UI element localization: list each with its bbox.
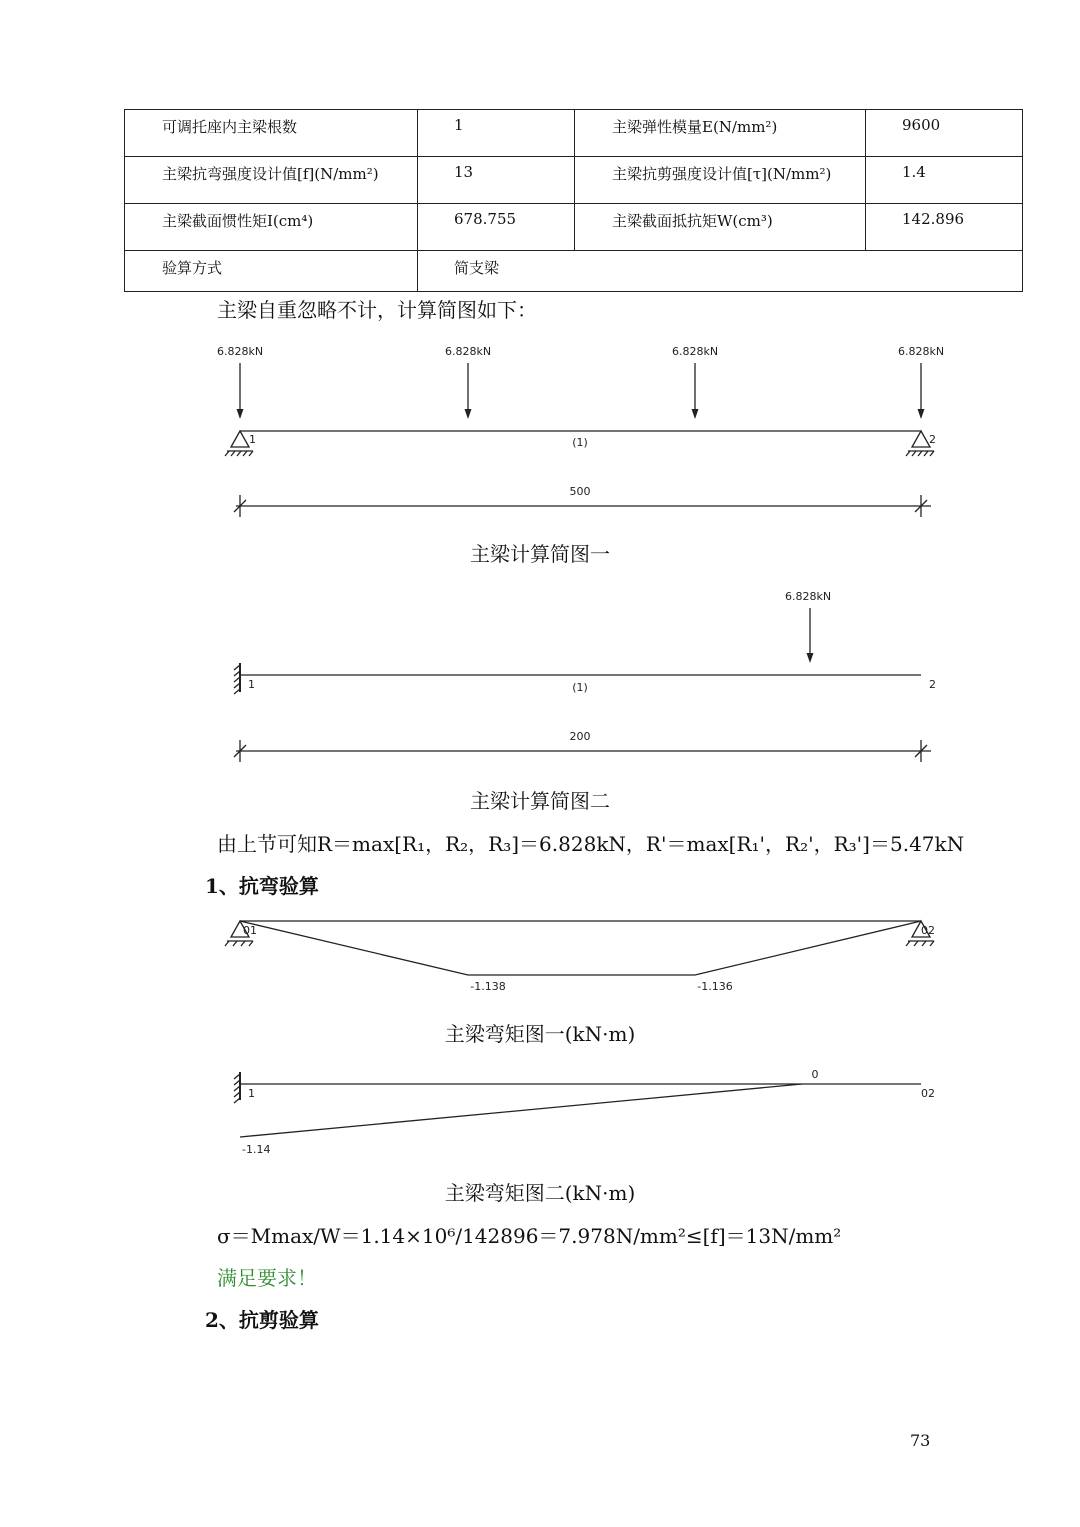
node-label: 02 [921,924,935,937]
moment-diagram-2 [200,1062,960,1162]
load-label: 6.828kN [897,345,945,358]
moment-value: -1.136 [697,980,733,993]
moment-value: -1.138 [470,980,506,993]
table-row [125,157,1023,204]
moment-caption: 主梁弯矩图二(kN·m) [444,1181,636,1205]
diagram-caption: 主梁计算简图一 [470,542,610,566]
span-label: 500 [569,485,591,498]
member-label: (1) [572,436,588,449]
pin-support [912,431,930,447]
param-value: 1 [418,110,575,157]
page-number: 73 [910,1431,931,1450]
stress-formula: σ＝Mmax/W＝1.14×10⁶/142896＝7.978N/mm²≤[f]＝13N/mm² [217,1224,842,1248]
parameter-table [124,109,1023,292]
intro-paragraph: 主梁自重忽略不计，计算简图如下： [217,298,537,322]
param-value: 9600 [866,110,1023,157]
param-value: 1.4 [866,157,1023,204]
param-label: 验算方式 [125,251,418,292]
param-value: 简支梁 [418,251,1023,292]
moment-diagram-1 [200,905,960,1000]
moment-value: -1.14 [242,1143,271,1156]
param-label: 主梁抗剪强度设计值[τ](N/mm²) [575,157,866,204]
check-result: 满足要求！ [217,1266,317,1290]
load-label: 6.828kN [671,345,719,358]
section-heading: 2、抗剪验算 [205,1308,319,1332]
moment-caption: 主梁弯矩图一(kN·m) [444,1022,636,1046]
node-label: 1 [249,433,256,446]
param-label: 主梁弹性模量E(N/mm²) [575,110,866,157]
span-label: 200 [569,730,591,743]
moment-value: 0 [811,1068,819,1081]
moment-curve [240,1084,802,1137]
table-row [125,110,1023,157]
member-label: (1) [572,681,588,694]
node-label: 2 [929,433,936,446]
param-value: 678.755 [418,204,575,251]
load-label: 6.828kN [216,345,264,358]
reaction-paragraph: 由上节可知R＝max[R₁，R₂，R₃]＝6.828kN，R'＝max[R₁'，R₂'，R₃']＝5.47kN [217,832,965,856]
node-label: 2 [929,678,936,691]
param-value: 13 [418,157,575,204]
moment-curve [240,921,921,975]
param-label: 主梁截面抵抗矩W(cm³) [575,204,866,251]
load-label: 6.828kN [784,590,832,603]
load-label: 6.828kN [444,345,492,358]
table-row [125,204,1023,251]
param-label: 主梁截面惯性矩I(cm⁴) [125,204,418,251]
table-row [125,251,1023,292]
node-label: 1 [248,678,255,691]
diagram-caption: 主梁计算简图二 [470,789,610,813]
param-value: 142.896 [866,204,1023,251]
param-label: 主梁抗弯强度设计值[f](N/mm²) [125,157,418,204]
section-heading: 1、抗弯验算 [205,874,319,898]
node-label: 02 [921,1087,935,1100]
pin-support [231,431,249,447]
node-label: 01 [243,924,257,937]
param-label: 可调托座内主梁根数 [125,110,418,157]
beam-diagram-1 [200,335,960,525]
node-label: 1 [248,1087,255,1100]
beam-diagram-2 [200,580,960,770]
